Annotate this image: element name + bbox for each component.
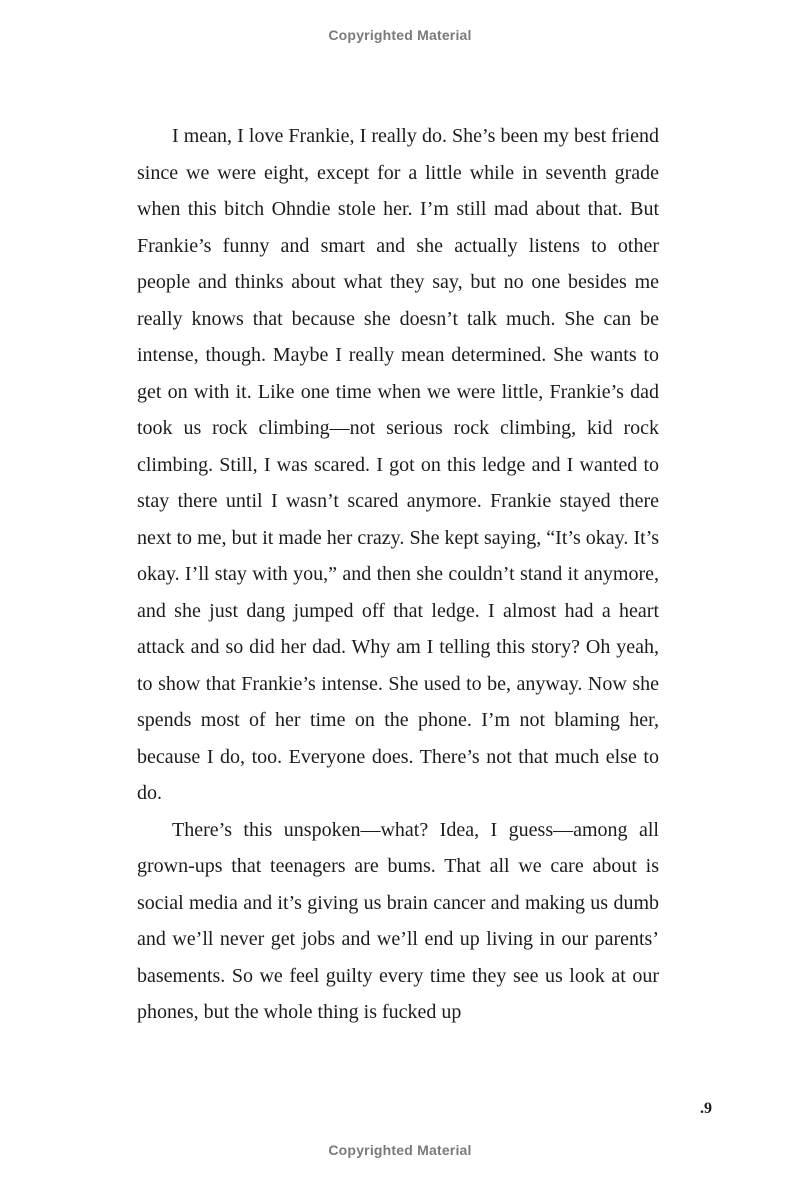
- copyright-watermark-bottom: Copyrighted Material: [328, 1142, 472, 1158]
- paragraph-2: There’s this unspoken—what? Idea, I guess—among all grown-ups that teenagers are bums. That all we care about is social media and it’s giving us brain cancer and making us dumb and we’ll never get jobs and we’ll end up living in our parents’ basements. So we feel guilty every time they see us look at our phones, but the whole thing is fucked up: [137, 818, 659, 1023]
- paragraph-1: I mean, I love Frankie, I really do. She’s been my best friend since we were eight, except for a little while in seventh grade when this bitch Ohndie stole her. I’m still mad about that. But Frankie’s funny and smart and she actually listens to other people and thinks about what they say, but no one besides me really knows that because she doesn’t talk much. She can be intense, though. Maybe I really mean determined. She wants to get on with it. Like one time when we were little, Frankie’s dad took us rock climbing—not serious rock climbing, kid rock climbing. Still, I was scared. I got on this ledge and I wanted to stay there until I wasn’t scared anymore. Frankie stayed there next to me, but it made her crazy. She kept saying, “It’s okay. It’s okay. I’ll stay with you,” and then she couldn’t stand it anymore, and she just dang jumped off that ledge. I almost had a heart attack and so did her dad. Why am I telling this story? Oh yeah, to show that Frankie’s intense. She used to be, anyway. Now she spends most of her time on the phone. I’m not blaming her, because I do, too. Everyone does. There’s not that much else to do.: [137, 125, 659, 804]
- page-number: .9: [700, 1100, 712, 1117]
- copyright-watermark-top: Copyrighted Material: [328, 27, 472, 43]
- page-body: [137, 118, 659, 1031]
